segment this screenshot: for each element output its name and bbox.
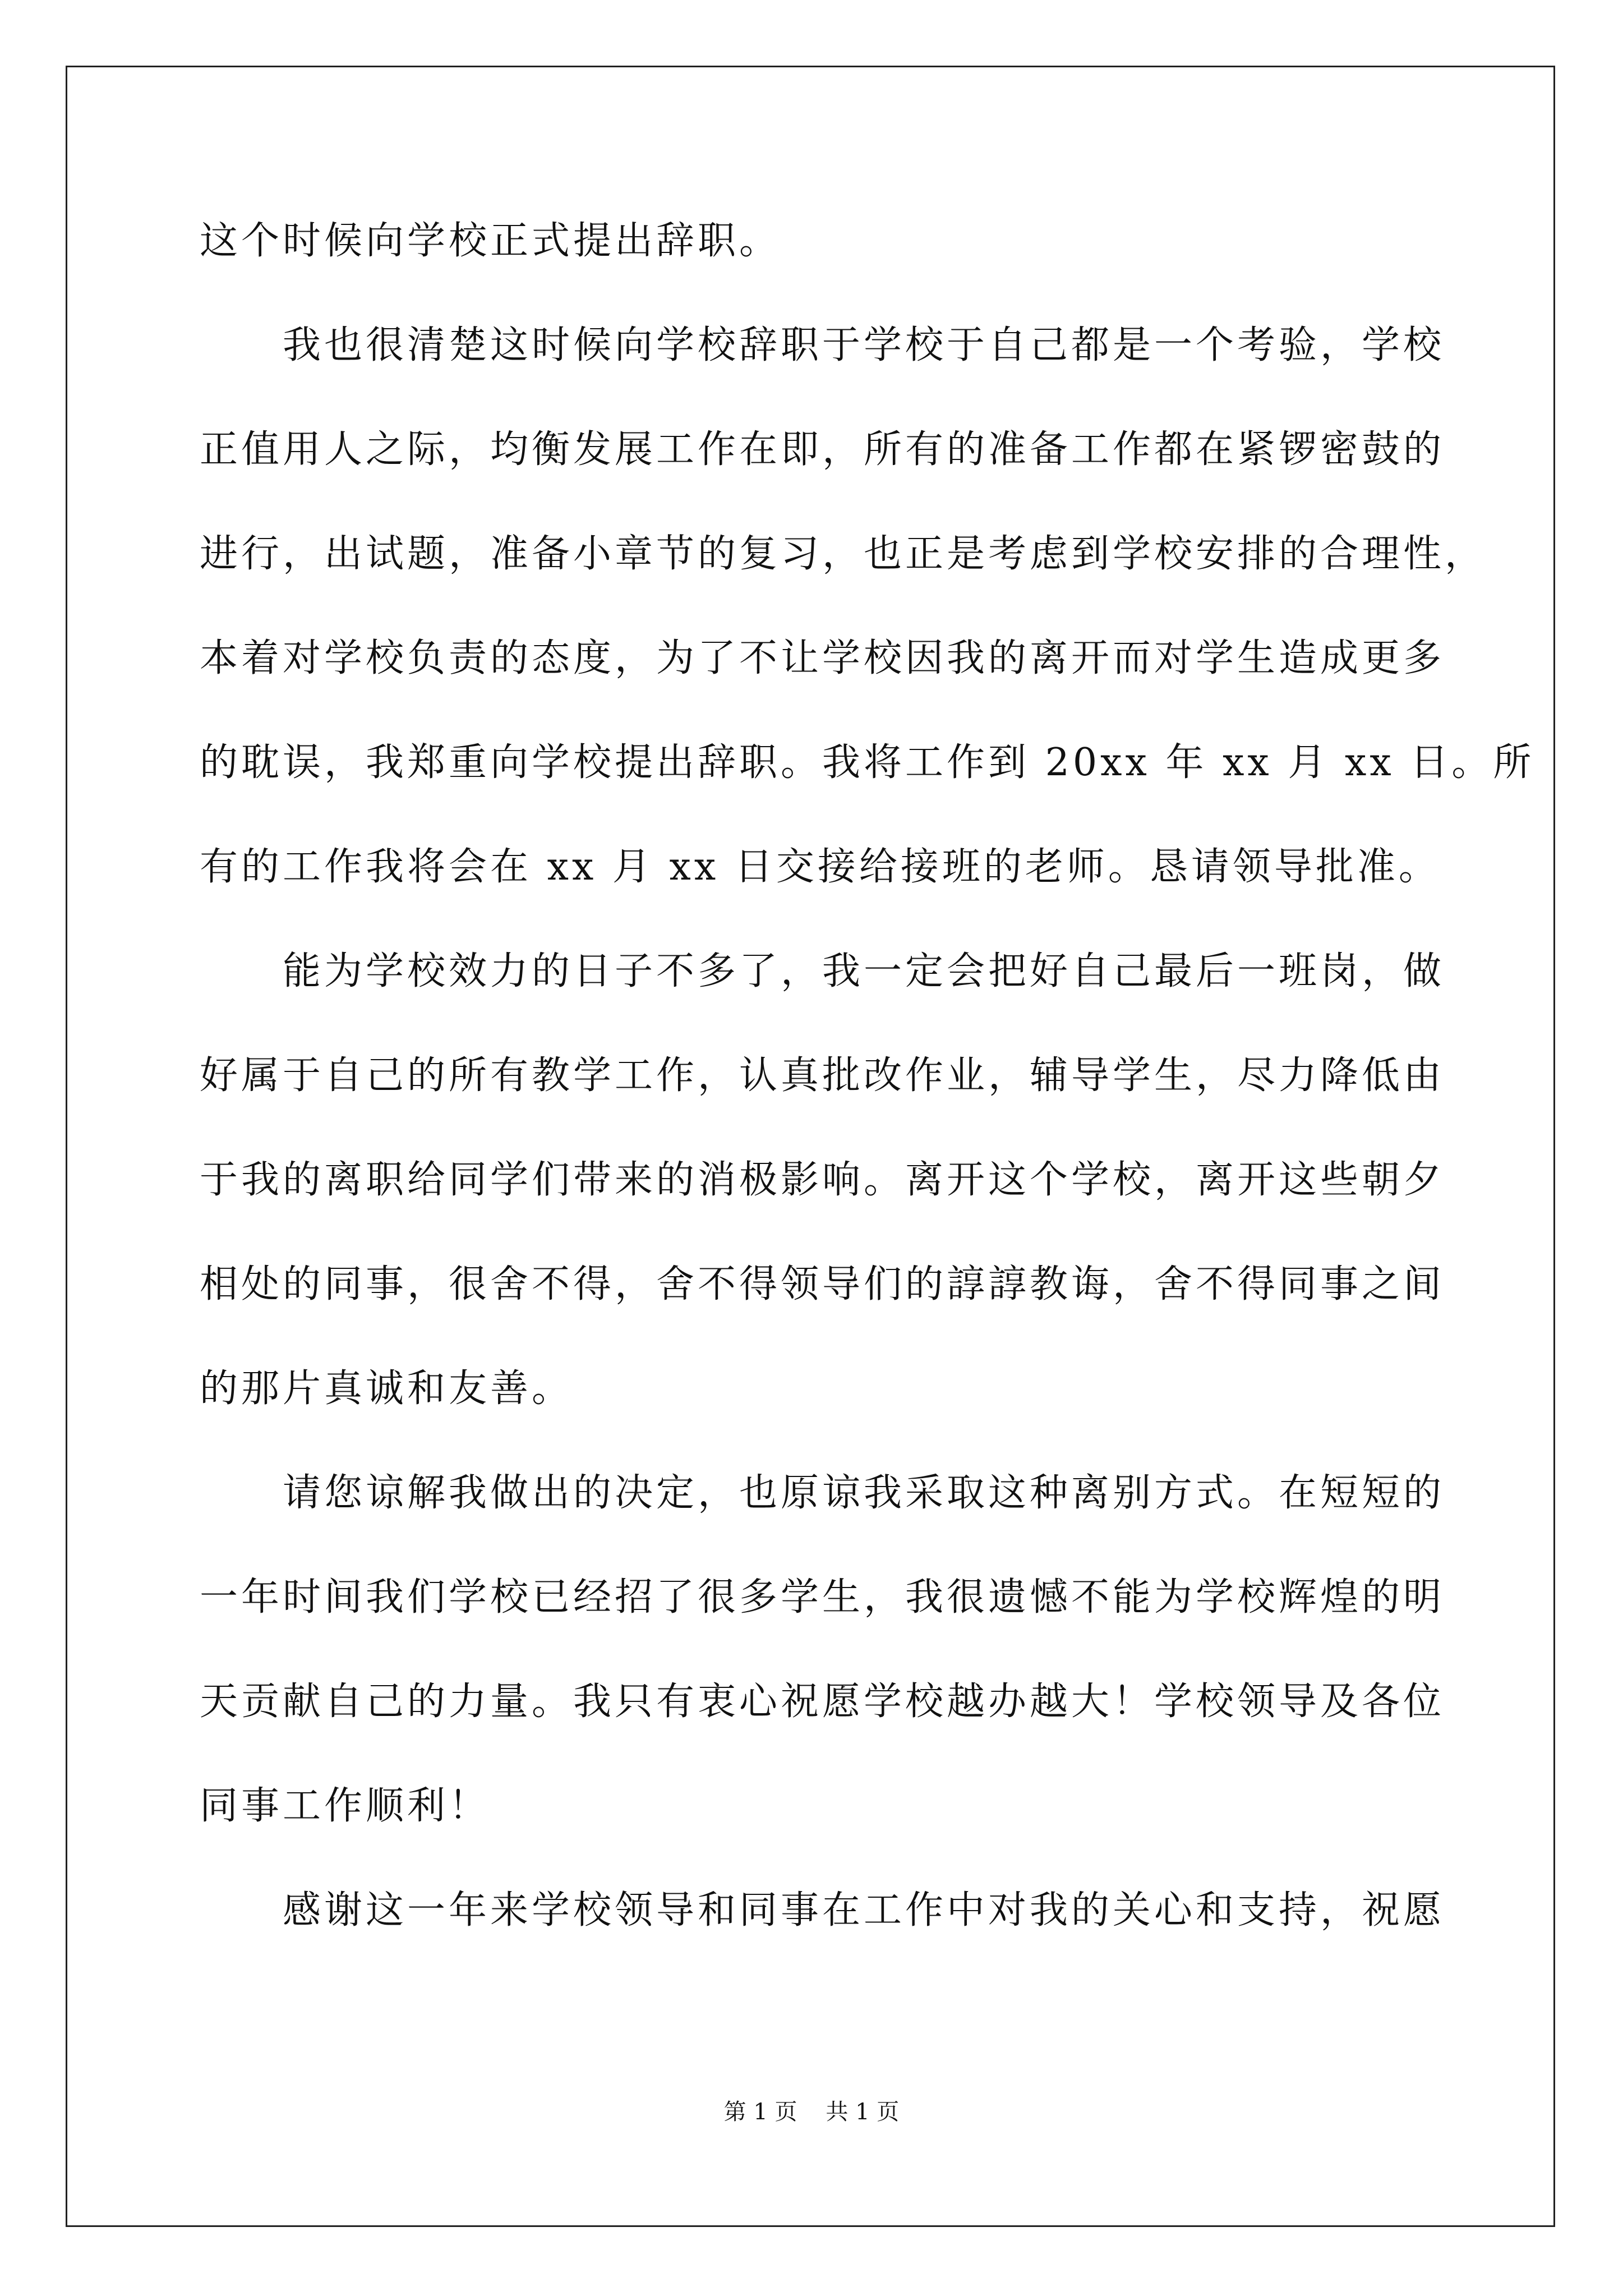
text-line: 天贡献自己的力量。我只有衷心祝愿学校越办越大！学校领导及各位 bbox=[200, 1680, 1445, 1724]
text-line: 本着对学校负责的态度，为了不让学校因我的离开而对学生造成更多 bbox=[200, 636, 1445, 680]
page-number-total: 共 1 页 bbox=[826, 2099, 900, 2125]
text-line: 请您谅解我做出的决定，也原谅我采取这种离别方式。在短短的 bbox=[283, 1471, 1445, 1515]
text-line: 相处的同事，很舍不得，舍不得领导们的諄諄教诲，舍不得同事之间 bbox=[200, 1262, 1445, 1306]
text-line: 正值用人之际，均衡发展工作在即，所有的准备工作都在紧锣密鼓的 bbox=[200, 427, 1445, 472]
page-number-current: 第 1 页 bbox=[723, 2099, 797, 2125]
text-line: 的那片真诚和友善。 bbox=[200, 1366, 574, 1411]
text-line: 能为学校效力的日子不多了，我一定会把好自己最后一班岗，做 bbox=[283, 949, 1445, 993]
text-line: 同事工作顺利！ bbox=[200, 1784, 491, 1828]
text-line: 有的工作我将会在 xx 月 xx 日交接给接班的老师。恳请领导批准。 bbox=[200, 845, 1440, 889]
text-line: 一年时间我们学校已经招了很多学生，我很遗憾不能为学校辉煌的明 bbox=[200, 1575, 1445, 1619]
text-line: 的耽误，我郑重向学校提出辞职。我将工作到 20xx 年 xx 月 xx 日。所 bbox=[200, 740, 1535, 785]
page-footer bbox=[0, 2095, 1623, 2129]
text-line: 好属于自己的所有教学工作，认真批改作业，辅导学生，尽力降低由 bbox=[200, 1053, 1445, 1098]
text-line: 这个时候向学校正式提出辞职。 bbox=[200, 219, 781, 263]
text-line: 我也很清楚这时候向学校辞职于学校于自己都是一个考验，学校 bbox=[283, 323, 1445, 367]
text-line: 进行，出试题，准备小章节的复习，也正是考虑到学校安排的合理性， bbox=[200, 532, 1487, 576]
text-line: 于我的离职给同学们带来的消极影响。离开这个学校，离开这些朝夕 bbox=[200, 1158, 1445, 1202]
text-line: 感谢这一年来学校领导和同事在工作中对我的关心和支持，祝愿 bbox=[283, 1888, 1445, 1932]
